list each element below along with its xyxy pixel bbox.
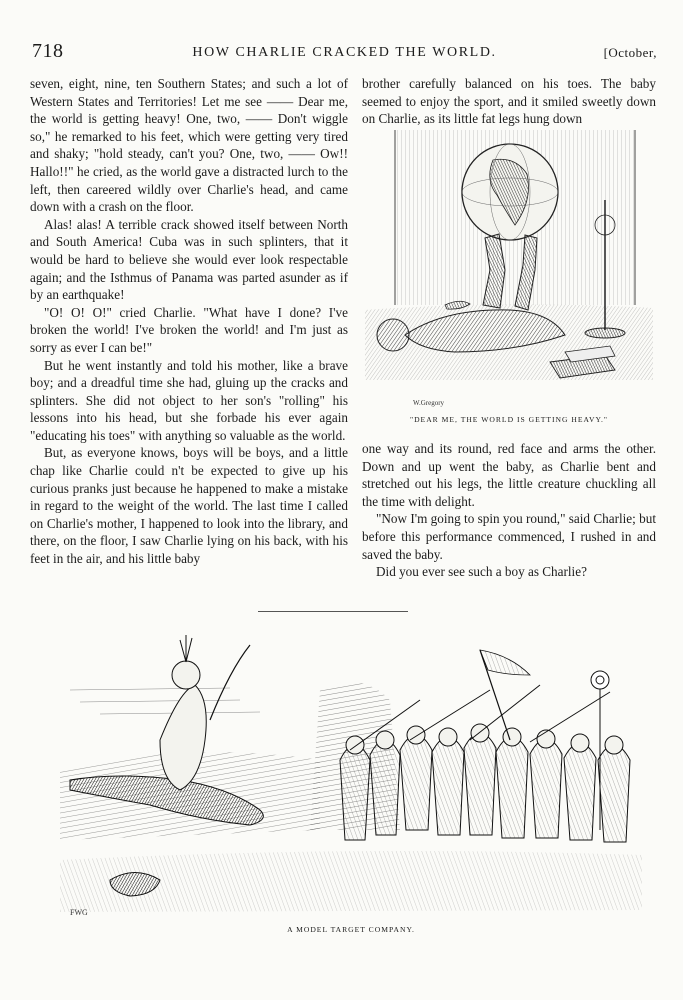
paragraph: one way and its round, red face and arms the other. Down and up went the baby, as Charlie bent and stretched out his legs, the little creature chuckling all the time with delight. [362,441,656,509]
right-text-column-top [362,75,656,128]
right-text-column-bottom [362,440,656,581]
globe-engraving [365,130,653,412]
paragraph: But he went instantly and told his mother, like a brave boy; and a dreadful time she had, gluing up the cracks and splinters. She did not object to her son's "rolling" his lessons into his head, but she forbade his ever again "educating his toes" with anything so valuable as the world. [30,357,348,443]
artist-signature: FWG [70,908,88,917]
paragraph: "O! O! O!" cried Charlie. "What have I done? I've broken the world! I've broken the world! and I'm just as sorry as ever I can be!" [30,304,348,355]
running-title: HOW CHARLIE CRACKED THE WORLD. [192,45,497,60]
figure1-caption: "DEAR ME, THE WORLD IS GETTING HEAVY." [409,415,609,424]
illustration-frog-target-company [60,630,642,920]
issue-month: [October, [603,45,657,60]
artist-signature: W.Gregory [413,399,445,407]
paragraph: brother carefully balanced on his toes. The baby seemed to enjoy the sport, and it smiled sweetly down on Charlie, as its little fat legs hung down [362,76,656,127]
paragraph: But, as everyone knows, boys will be boys, and a little chap like Charlie could n't be expected to give up his curious pranks just because he happened to make a mistake in regard to the weight of the world. The last time I called on Charlie's mother, I happened to look into the library, and there, on the floor, I saw Charlie lying on his back, with his feet in the air, and his little baby [30,445,348,567]
section-divider [258,611,408,612]
page-number: 718 [32,40,64,62]
frog-parade-engraving [60,630,642,920]
left-text-column [30,75,348,568]
page-header [32,40,657,62]
paragraph: Alas! alas! A terrible crack showed itself between North and South America! Cuba was in such splinters, that it would be hard to believe she would ever look respectable again; and the Isthmus of Panama was parted asunder as if by an earthquake! [30,216,348,303]
paragraph: seven, eight, nine, ten Southern States; and such a lot of Western States and Territories! Let me see —— Dear me, the world is getting heavy! One, two, —— Don't wiggle so," he remarked to his feet, which were getting very tired and shaky; "hold steady, can't you? One, two, —— Ow!! Hallo!!" he cried, as the world gave a distracted lurch to the left, then careered wildly over Charlie's head, and came down with a crash on the floor. [30,76,348,215]
paragraph: Did you ever see such a boy as Charlie? [376,564,587,580]
illustration-boy-balancing-globe [365,130,653,420]
figure2-caption: A MODEL TARGET COMPANY. [287,925,415,934]
paragraph: "Now I'm going to spin you round," said Charlie; but before this performance commenced, I rushed in and saved the baby. [362,511,656,562]
